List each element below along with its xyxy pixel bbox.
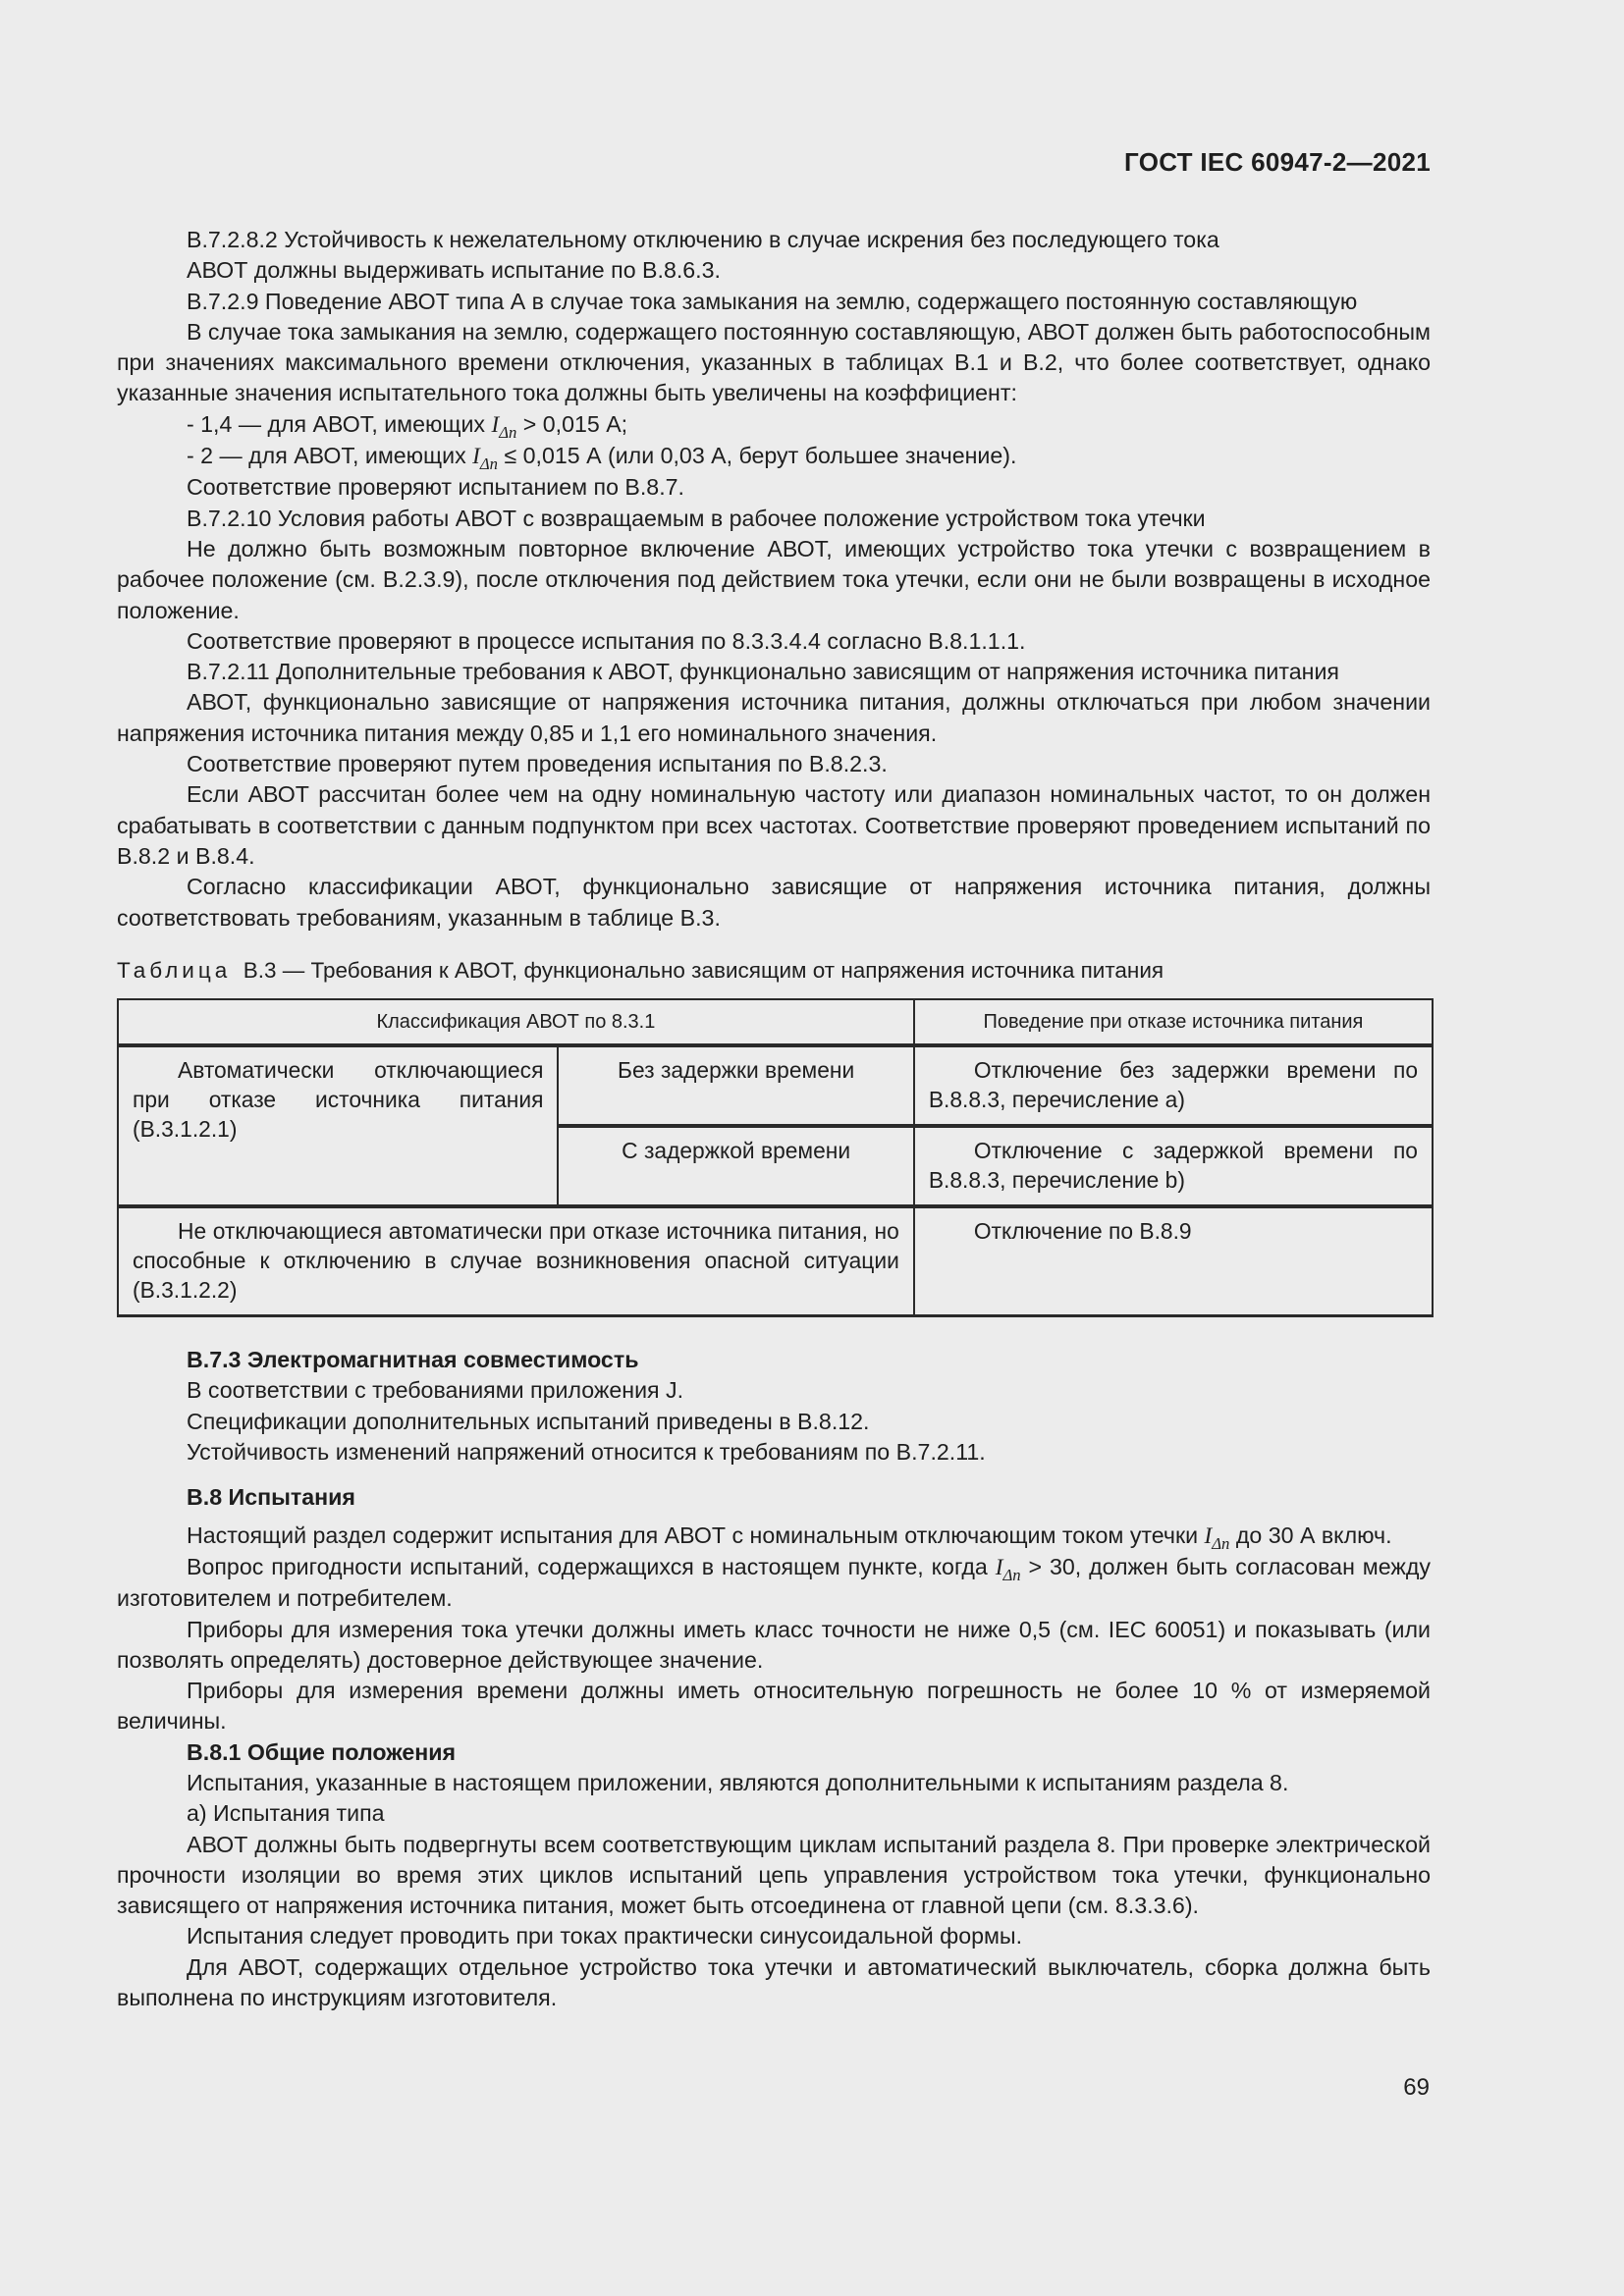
clause-b7210-heading: В.7.2.10 Условия работы АВОТ с возвращаемым в рабочее положение устройством тока утечки (187, 505, 1206, 531)
section-b81-para-1: Испытания, указанные в настоящем приложении, являются дополнительными к испытаниям раздела 8. (187, 1769, 1289, 1795)
compliance-b87: Соответствие проверяют испытанием по В.8.7. (187, 474, 684, 501)
clause-b7210-text: Не должно быть возможным повторное включение АВОТ, имеющих устройство тока утечки с возвращением в рабочее положение (см. В.2.3.9), после отключения под действием тока утечки, если они не были возвращены в исходное положение. (117, 535, 1431, 623)
coefficient-item-1-post: > 0,015 А; (516, 410, 628, 437)
section-b8-para-2: Вопрос пригодности испытаний, содержащихся в настоящем пункте, когда $I_{\Delta n} > 30$, должен быть согласован между изготовителем и потребителем. (117, 1553, 1431, 1612)
table-cell-behavior-b89: Отключение по В.8.9 (914, 1206, 1433, 1316)
coefficient-item-2-post: ≤ 0,015 А (или 0,03 А, берут большее значение). (498, 443, 1017, 469)
table-row (118, 1045, 1433, 1126)
section-b73-line-3: Устойчивость изменений напряжений относится к требованиям по В.7.2.11. (187, 1439, 986, 1466)
section-b81-para-2: а) Испытания типа (187, 1800, 385, 1827)
section-b81-para-5: Для АВОТ, содержащих отдельное устройство тока утечки и автоматический выключатель, сборка должна быть выполнена по инструкциям изготовителя. (117, 1953, 1431, 2011)
frequency-requirement: Если АВОТ рассчитан более чем на одну номинальную частоту или диапазон номинальных частот, то он должен срабатывать в соответствии с данным подпунктом при всех частотах. Соответствие проверяют проведением испытаний по В.8.2 и В.8.4. (117, 781, 1431, 869)
classification-requirement: Согласно классификации АВОТ, функционально зависящие от напряжения источника питания, должны соответствовать требованиям, указанным в таблице В.3. (117, 874, 1431, 931)
table-cell-no-delay: Без задержки времени (558, 1045, 913, 1126)
coefficient-item-2-pre: - 2 — для АВОТ, имеющих (187, 443, 473, 469)
clause-b7282-heading: В.7.2.8.2 Устойчивость к нежелательному отключению в случае искрения без последующего тока (187, 227, 1219, 252)
rated-residual-current-symbol: $I_{\Delta n}$ (491, 411, 517, 442)
rated-residual-current-symbol: $I_{\Delta n}$ (995, 1554, 1021, 1584)
table-caption-text: В.3 — Требования к АВОТ, функционально зависящим от напряжения источника питания (243, 957, 1164, 983)
rated-residual-current-symbol: $I_{\Delta n}$ (472, 444, 498, 473)
section-b73-line-2: Спецификации дополнительных испытаний приведены в В.8.12. (187, 1408, 870, 1434)
clause-b729-text: В случае тока замыкания на землю, содержащего постоянную составляющую, АВОТ должен быть работоспособным при значениях максимального времени отключения, указанных в таблицах В.1 и В.2, что более соответствует, однако указанные значения испытательного тока должны быть увеличены на коэффициент: (117, 318, 1431, 406)
section-b81-heading: В.8.1 Общие положения (187, 1738, 457, 1765)
section-b81 (117, 1737, 1431, 2014)
document-id-header: ГОСТ IEC 60947-2—2021 (1124, 147, 1431, 177)
table-header-behavior: Поведение при отказе источника питания (914, 999, 1433, 1045)
section-b8-para-1: Настоящий раздел содержит испытания для АВОТ с номинальным отключающим током утечки $I_{\Delta n}$ до 30 А включ. (187, 1522, 1392, 1553)
clause-b7211-heading: В.7.2.11 Дополнительные требования к АВОТ, функционально зависящим от напряжения источника питания (187, 659, 1339, 685)
section-b73-heading: В.7.3 Электромагнитная совместимость (187, 1347, 639, 1373)
rated-residual-current-symbol: $I_{\Delta n}$ (1204, 1522, 1230, 1553)
table-caption (117, 955, 1431, 986)
section-b73 (117, 1345, 1431, 1468)
section-b8 (117, 1482, 1431, 1736)
clause-b729-heading: В.7.2.9 Поведение АВОТ типа А в случае тока замыкания на землю, содержащего постоянную составляющую (187, 288, 1358, 314)
section-b81-para-3: АВОТ должны быть подвергнуты всем соответствующим циклам испытаний раздела 8. При проверке электрической прочности изоляции во время этих циклов испытаний цепь управления устройством тока утечки, функционально зависящего от напряжения источника питания, может быть отсоединена от главной цепи (см. 8.3.3.6). (117, 1831, 1431, 1919)
compliance-83344: Соответствие проверяют в процессе испытания по 8.3.3.4.4 согласно В.8.1.1.1. (187, 627, 1026, 654)
table-cell-behavior-with-delay: Отключение с задержкой времени по В.8.8.3, перечисление b) (914, 1126, 1433, 1206)
requirements-table (117, 998, 1434, 1317)
section-b81-para-4: Испытания следует проводить при токах практически синусоидальной формы. (187, 1923, 1023, 1949)
coefficient-item-1 (117, 409, 1431, 441)
compliance-b823: Соответствие проверяют путем проведения испытания по В.8.2.3. (187, 751, 888, 777)
page-content (117, 225, 1431, 2013)
table-header-classification: Классификация АВОТ по 8.3.1 (118, 999, 914, 1045)
table-header-row (118, 999, 1433, 1045)
table-cell-group-non-auto: Не отключающиеся автоматически при отказе источника питания, но способные к отключению в случае возникновения опасной ситуации (В.3.1.2.2) (118, 1206, 914, 1316)
table-cell-with-delay: С задержкой времени (558, 1126, 913, 1206)
table-cell-behavior-no-delay: Отключение без задержки времени по В.8.8.3, перечисление а) (914, 1045, 1433, 1126)
clause-b7211-text: АВОТ, функционально зависящие от напряжения источника питания, должны отключаться при любом значении напряжения источника питания между 0,85 и 1,1 его номинального значения. (117, 689, 1431, 746)
page-number: 69 (1403, 2074, 1430, 2101)
section-b73-line-1: В соответствии с требованиями приложения J. (187, 1377, 684, 1404)
coefficient-item-2 (117, 441, 1431, 472)
table-cell-group-auto: Автоматически отключающиеся при отказе источника питания (В.3.1.2.1) (118, 1045, 558, 1206)
table-row (118, 1206, 1433, 1316)
section-b8-para-4: Приборы для измерения времени должны иметь относительную погрешность не более 10 % от измеряемой величины. (117, 1678, 1431, 1735)
table-caption-word: Таблица (117, 957, 232, 983)
section-b8-heading: В.8 Испытания (187, 1484, 355, 1511)
coefficient-item-1-pre: - 1,4 — для АВОТ, имеющих (187, 410, 492, 437)
clause-b7282-text: АВОТ должны выдерживать испытание по В.8.6.3. (187, 257, 721, 284)
section-b8-para-3: Приборы для измерения тока утечки должны иметь класс точности не ниже 0,5 (см. IEC 60051) и показывать (или позволять определять) достоверное действующее значение. (117, 1616, 1431, 1673)
